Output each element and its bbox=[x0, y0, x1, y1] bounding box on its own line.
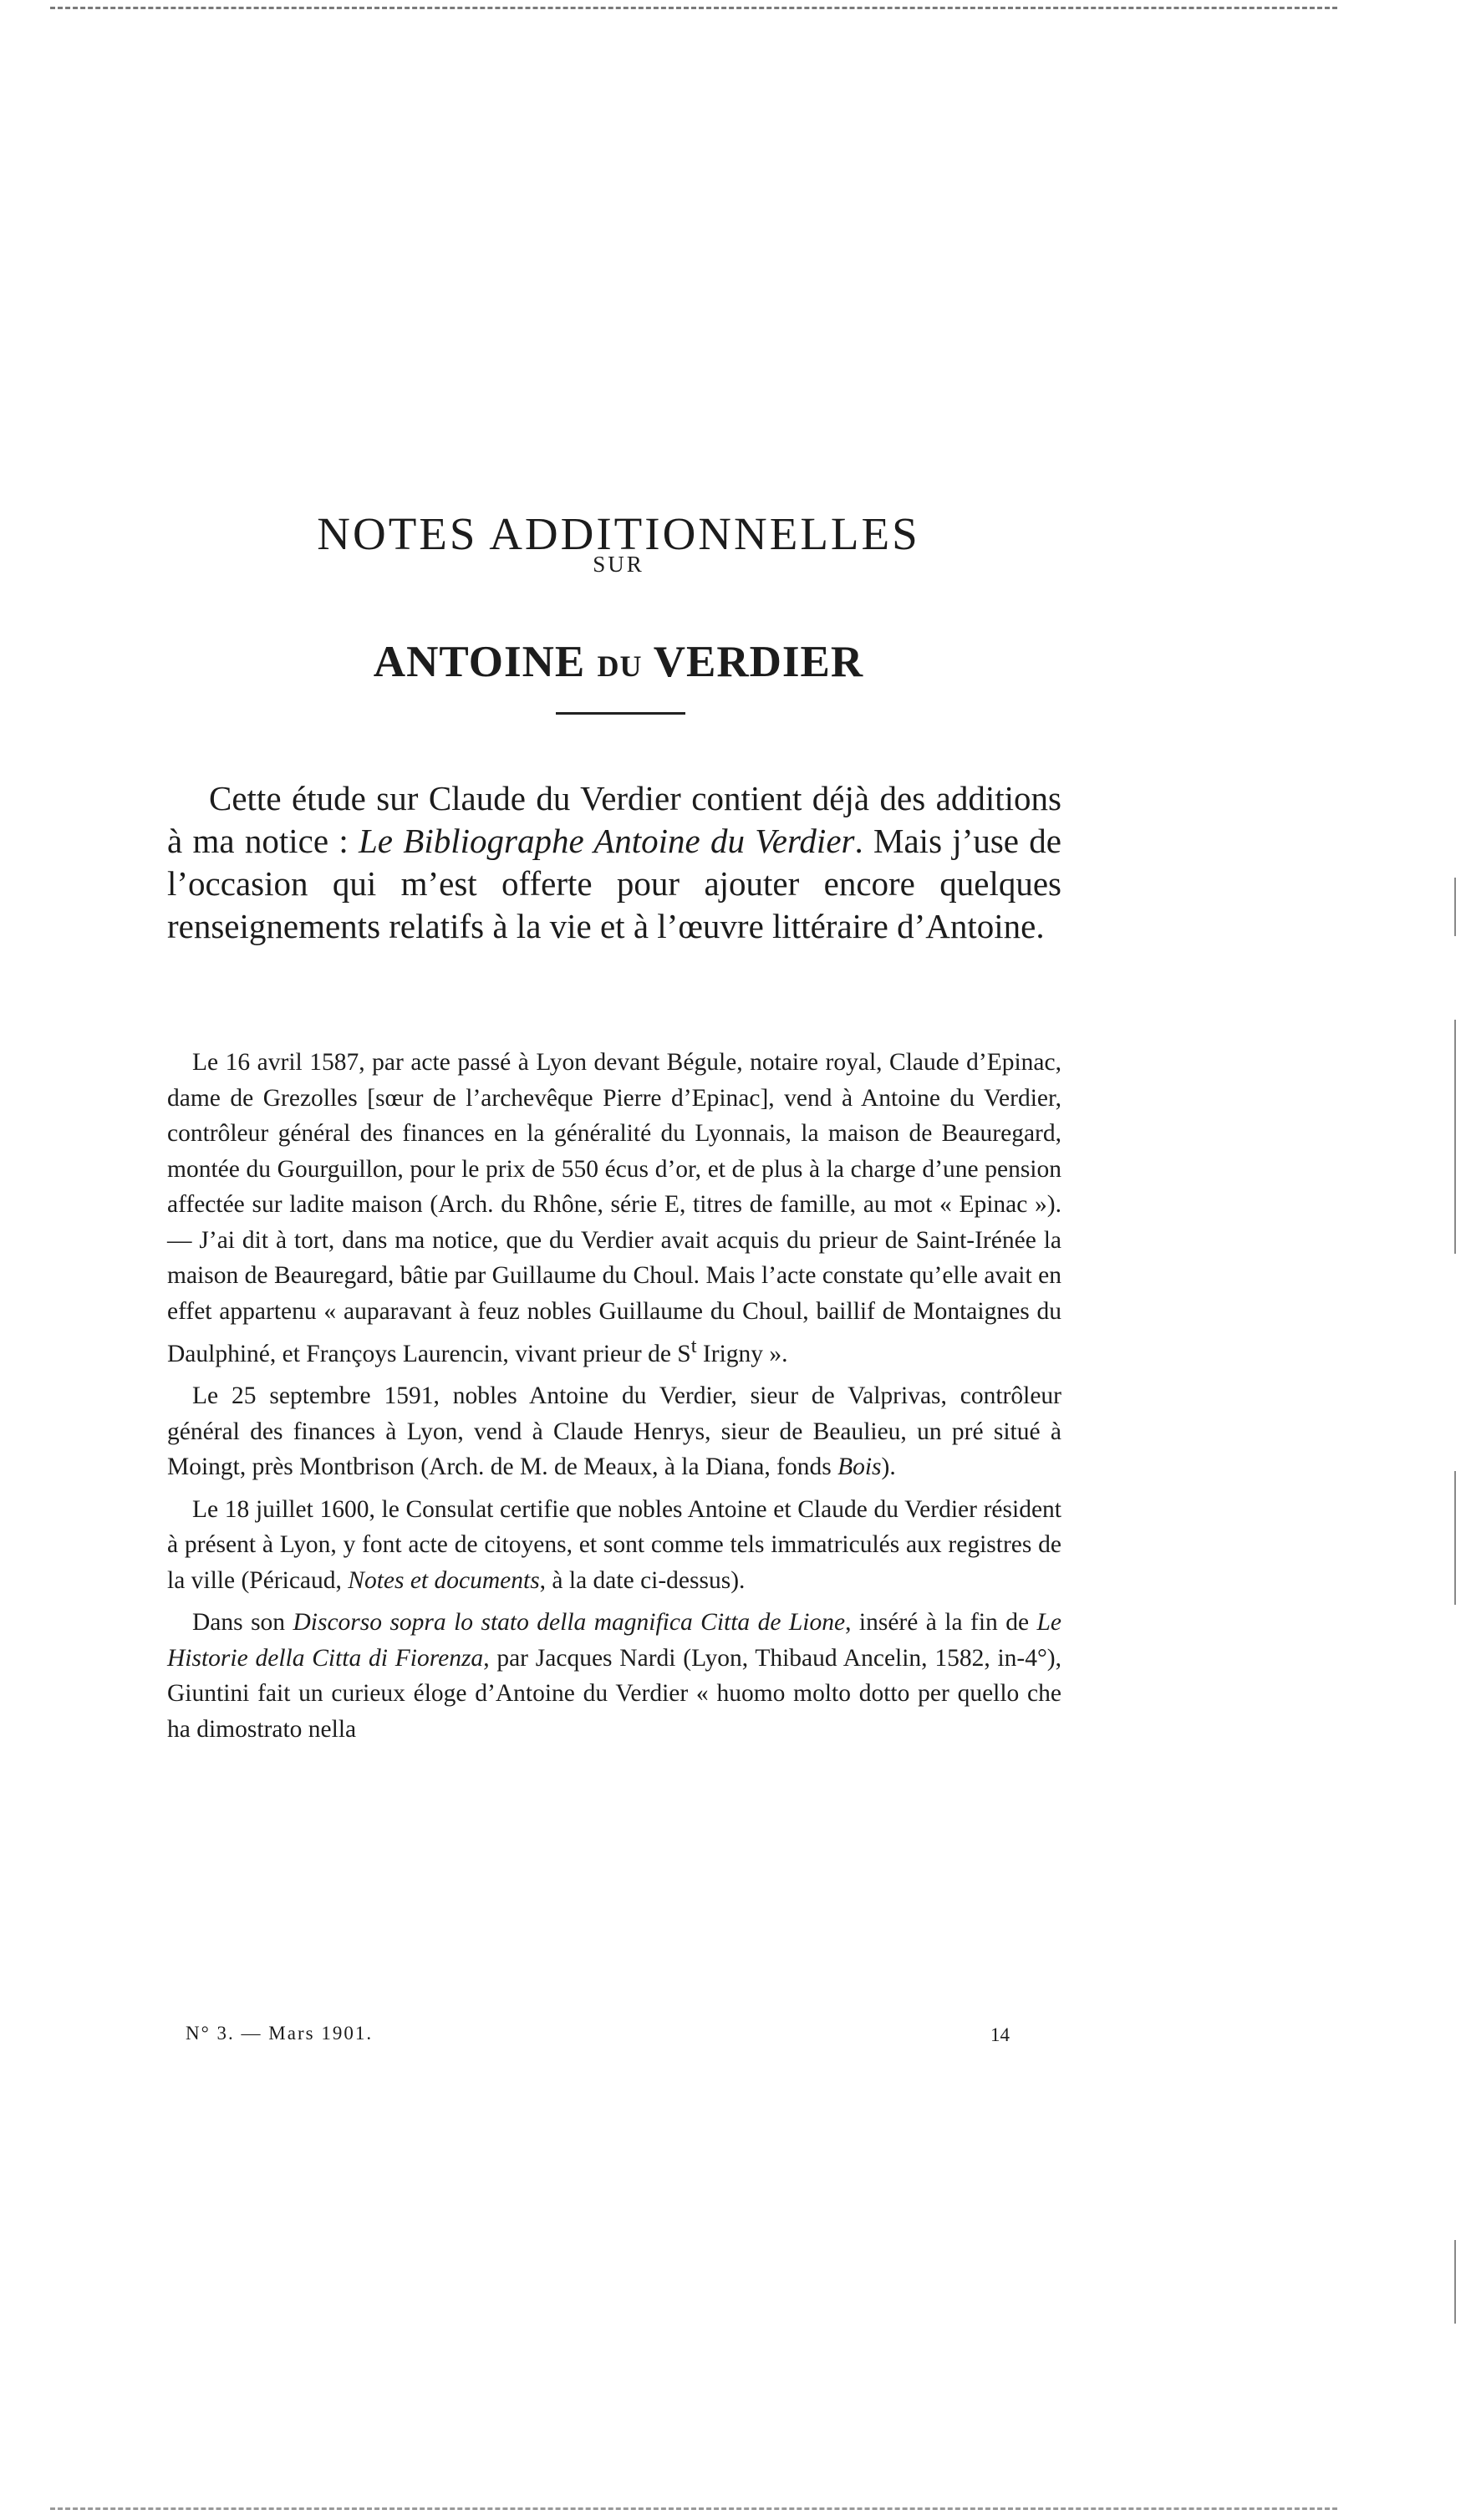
title-rule bbox=[556, 712, 685, 715]
subtitle-end: VERDIER bbox=[642, 637, 864, 686]
italic-text: Notes et documents bbox=[348, 1566, 540, 1594]
paragraph-discorso bbox=[167, 1605, 1061, 1747]
article-subtitle bbox=[0, 637, 1237, 687]
paragraph-1587 bbox=[167, 1045, 1061, 1372]
italic-text: Bois bbox=[837, 1453, 882, 1481]
intro-text: . Mais j’use de l’occasion qui m’est offerte pour ajouter encore quelques renseignements relatifs à la vie et à l’œuvre littéraire d’Antoine. bbox=[167, 822, 1061, 945]
paragraph-text: Dans son bbox=[192, 1609, 293, 1637]
paragraph-text: , à la date ci-dessus). bbox=[539, 1566, 746, 1594]
scan-edge-bottom bbox=[50, 2507, 1337, 2510]
paragraph-text: Le 25 septembre 1591, nobles Antoine du Verdier, sieur de Valprivas, contrôleur général des finances à Lyon, vend à Claude Henrys, sieur de Beaulieu, un pré situé à Moingt, près Montbrison (Arch. de M. de Meaux, à la Diana, fonds bbox=[167, 1382, 1061, 1481]
paragraph-text: , inséré à la fin de bbox=[845, 1609, 1037, 1637]
paragraph-text: Le 16 avril 1587, par acte passé à Lyon devant Bégule, notaire royal, Claude d’Epinac, dame de Grezolles [sœur de l’archevêque Pierre d’Epinac], vend à Antoine du Verdier, contrôleur général des finances en la généralité du Lyonnais, la maison de Beauregard, montée du Gourguillon, pour le prix de 550 écus d’or, et de plus à la charge d’une pension affectée sur ladite maison (Arch. du Rhône, série E, titres de famille, au mot « Epinac »). — J’ai dit à tort, dans ma notice, que du Verdier avait acquis du prieur de Saint-Irénée la maison de Beauregard, bâtie par Guillaume du Choul. Mais l’acte constate qu’elle avait en effet appartenu « auparavant à feuz nobles Guillaume du Choul, baillif de Montaignes du Daulphiné, et Françoys Laurencin, vivant prieur de S bbox=[167, 1049, 1061, 1367]
paragraph-1591 bbox=[167, 1378, 1061, 1485]
subtitle-particle: DU bbox=[597, 649, 643, 683]
intro-section bbox=[167, 777, 1061, 948]
italic-text: Discorso sopra lo stato della magnifica Citta de Lione bbox=[293, 1609, 846, 1637]
issue-line: N° 3. — Mars 1901. bbox=[186, 2023, 374, 2044]
paragraph-text: Irigny ». bbox=[696, 1340, 788, 1367]
intro-paragraph bbox=[167, 777, 1061, 948]
intro-text: Cette étude sur Claude du Verdier contient déjà des additions à ma notice : bbox=[167, 779, 1061, 860]
intro-book-title: Le Bibliographe Antoine du Verdier bbox=[359, 822, 855, 860]
paragraph-text: Le 18 juillet 1600, le Consulat certifie que nobles Antoine et Claude du Verdier résident à présent à Lyon, y font acte de citoyens, et sont comme tels immatriculés aux registres de la ville (Péricaud, bbox=[167, 1495, 1061, 1594]
page-number: 14 bbox=[990, 2024, 1010, 2045]
scan-edge-top bbox=[50, 7, 1337, 9]
scan-margin-mark bbox=[1454, 878, 1456, 936]
paragraph-1600 bbox=[167, 1492, 1061, 1599]
italic-text: Le Historie della Citta di Fiorenza bbox=[167, 1609, 1062, 1672]
superscript: t bbox=[690, 1335, 697, 1357]
paragraph-text: ). bbox=[881, 1453, 896, 1481]
title-connector: SUR bbox=[593, 552, 644, 577]
subtitle-start: ANTOINE bbox=[373, 637, 598, 686]
scan-margin-mark bbox=[1454, 1020, 1456, 1254]
body-section bbox=[167, 1045, 1061, 1754]
scan-margin-mark bbox=[1454, 1471, 1456, 1605]
article-title: NOTES ADDITIONNELLES bbox=[317, 507, 920, 559]
scan-margin-mark bbox=[1454, 2240, 1456, 2324]
paragraph-text: , par Jacques Nardi (Lyon, Thibaud Ancelin, 1582, in-4°), Giuntini fait un curieux éloge d’Antoine du Verdier « huomo molto dotto per quello che ha dimostrato nella bbox=[167, 1644, 1061, 1743]
